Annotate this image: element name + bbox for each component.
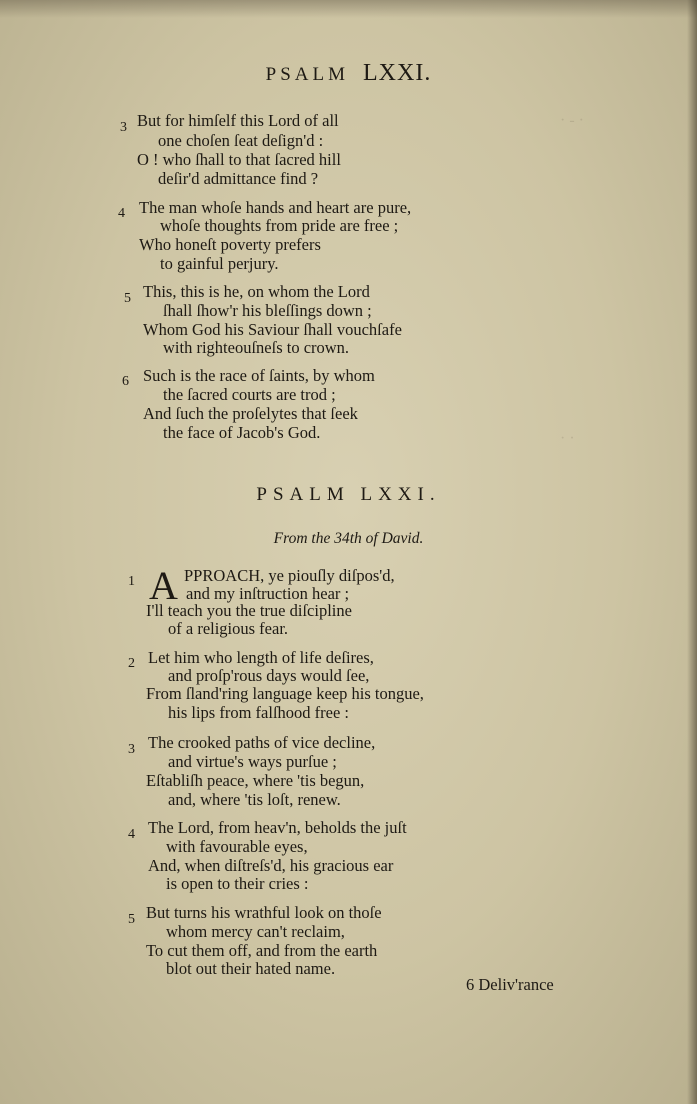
- verse-line: the ſacred courts are trod ;: [163, 385, 336, 404]
- verse-line: his lips from falſhood free :: [168, 703, 350, 722]
- header-psalm-label: PSALM: [265, 64, 350, 85]
- verse-line: of a religious fear.: [168, 619, 289, 638]
- verse-line: and proſp'rous days would ſee,: [168, 666, 370, 685]
- bleed-through: · - ·: [560, 112, 584, 129]
- verse-line: whoſe thoughts from pride are free ;: [160, 216, 399, 235]
- verse-line: This, this is he, on whom the Lord: [143, 282, 370, 301]
- verse-line: And ſuch the proſelytes that ſeek: [143, 404, 358, 423]
- verse-line: and, where 'tis loſt, renew.: [168, 790, 341, 809]
- verse-number: 5: [128, 912, 135, 927]
- verse-line: And, when diſtreſs'd, his gracious ear: [148, 856, 394, 875]
- verse-line: ſhall ſhow'r his bleſſings down ;: [163, 301, 372, 320]
- verse-line: The man whoſe hands and heart are pure,: [139, 198, 412, 217]
- verse-line: whom mercy can't reclaim,: [166, 922, 345, 941]
- drop-cap: A: [149, 563, 178, 608]
- verse-number: 3: [128, 742, 135, 757]
- verse-line: Let him who length of life deſires,: [148, 648, 374, 667]
- verse-line: From ſland'ring language keep his tongue,: [146, 684, 424, 703]
- verse-line: Such is the race of ſaints, by whom: [143, 366, 375, 385]
- verse-line: But turns his wrathful look on thoſe: [146, 903, 382, 922]
- psalm-subtitle: From the 34th of David.: [273, 530, 424, 547]
- verse-line: blot out their hated name.: [166, 959, 336, 978]
- verse-line: Who honeſt poverty prefers: [139, 235, 321, 254]
- verse-number: 6: [122, 374, 129, 389]
- verse-number: 4: [128, 827, 135, 842]
- verse-number: 5: [124, 291, 131, 306]
- verse-line: with favourable eyes,: [166, 837, 308, 856]
- verse-number: 4: [118, 206, 125, 221]
- psalm-title: PSALM LXXI.: [256, 484, 441, 505]
- verse-line: Eſtabliſh peace, where 'tis begun,: [146, 771, 365, 790]
- running-header: [0, 60, 697, 87]
- verse-line: Whom God his Saviour ſhall vouchſafe: [143, 320, 402, 339]
- catchword: 6 Deliv'rance: [466, 975, 554, 994]
- verse-line: I'll teach you the true diſcipline: [146, 601, 352, 620]
- verse-line: and my inſtruction hear ;: [186, 584, 350, 603]
- page-top-shadow: [0, 0, 697, 18]
- verse-line: The crooked paths of vice decline,: [148, 733, 376, 752]
- page-right-edge: [687, 0, 697, 1104]
- verse-line: But for himſelf this Lord of all: [137, 111, 339, 130]
- verse-line: O ! who ſhall to that ſacred hill: [137, 150, 341, 169]
- verse-line: one choſen ſeat deſign'd :: [158, 131, 324, 150]
- verse-line: to gainful perjury.: [160, 254, 279, 273]
- verse-line: and virtue's ways purſue ;: [168, 752, 337, 771]
- bleed-through: · ·: [560, 430, 575, 447]
- verse-line: the face of Jacob's God.: [163, 423, 321, 442]
- verse-number: 3: [120, 120, 127, 135]
- verse-number: 1: [128, 574, 135, 589]
- verse-line: The Lord, from heav'n, beholds the juſt: [148, 818, 407, 837]
- header-psalm-number: LXXI.: [363, 60, 432, 86]
- verse-number: 2: [128, 656, 135, 671]
- verse-line: PPROACH, ye piouſly diſpos'd,: [184, 566, 395, 585]
- verse-line: with righteouſneſs to crown.: [163, 338, 350, 357]
- verse-line: is open to their cries :: [166, 874, 309, 893]
- verse-line: To cut them off, and from the earth: [146, 941, 378, 960]
- verse-line: deſir'd admittance find ?: [158, 169, 319, 188]
